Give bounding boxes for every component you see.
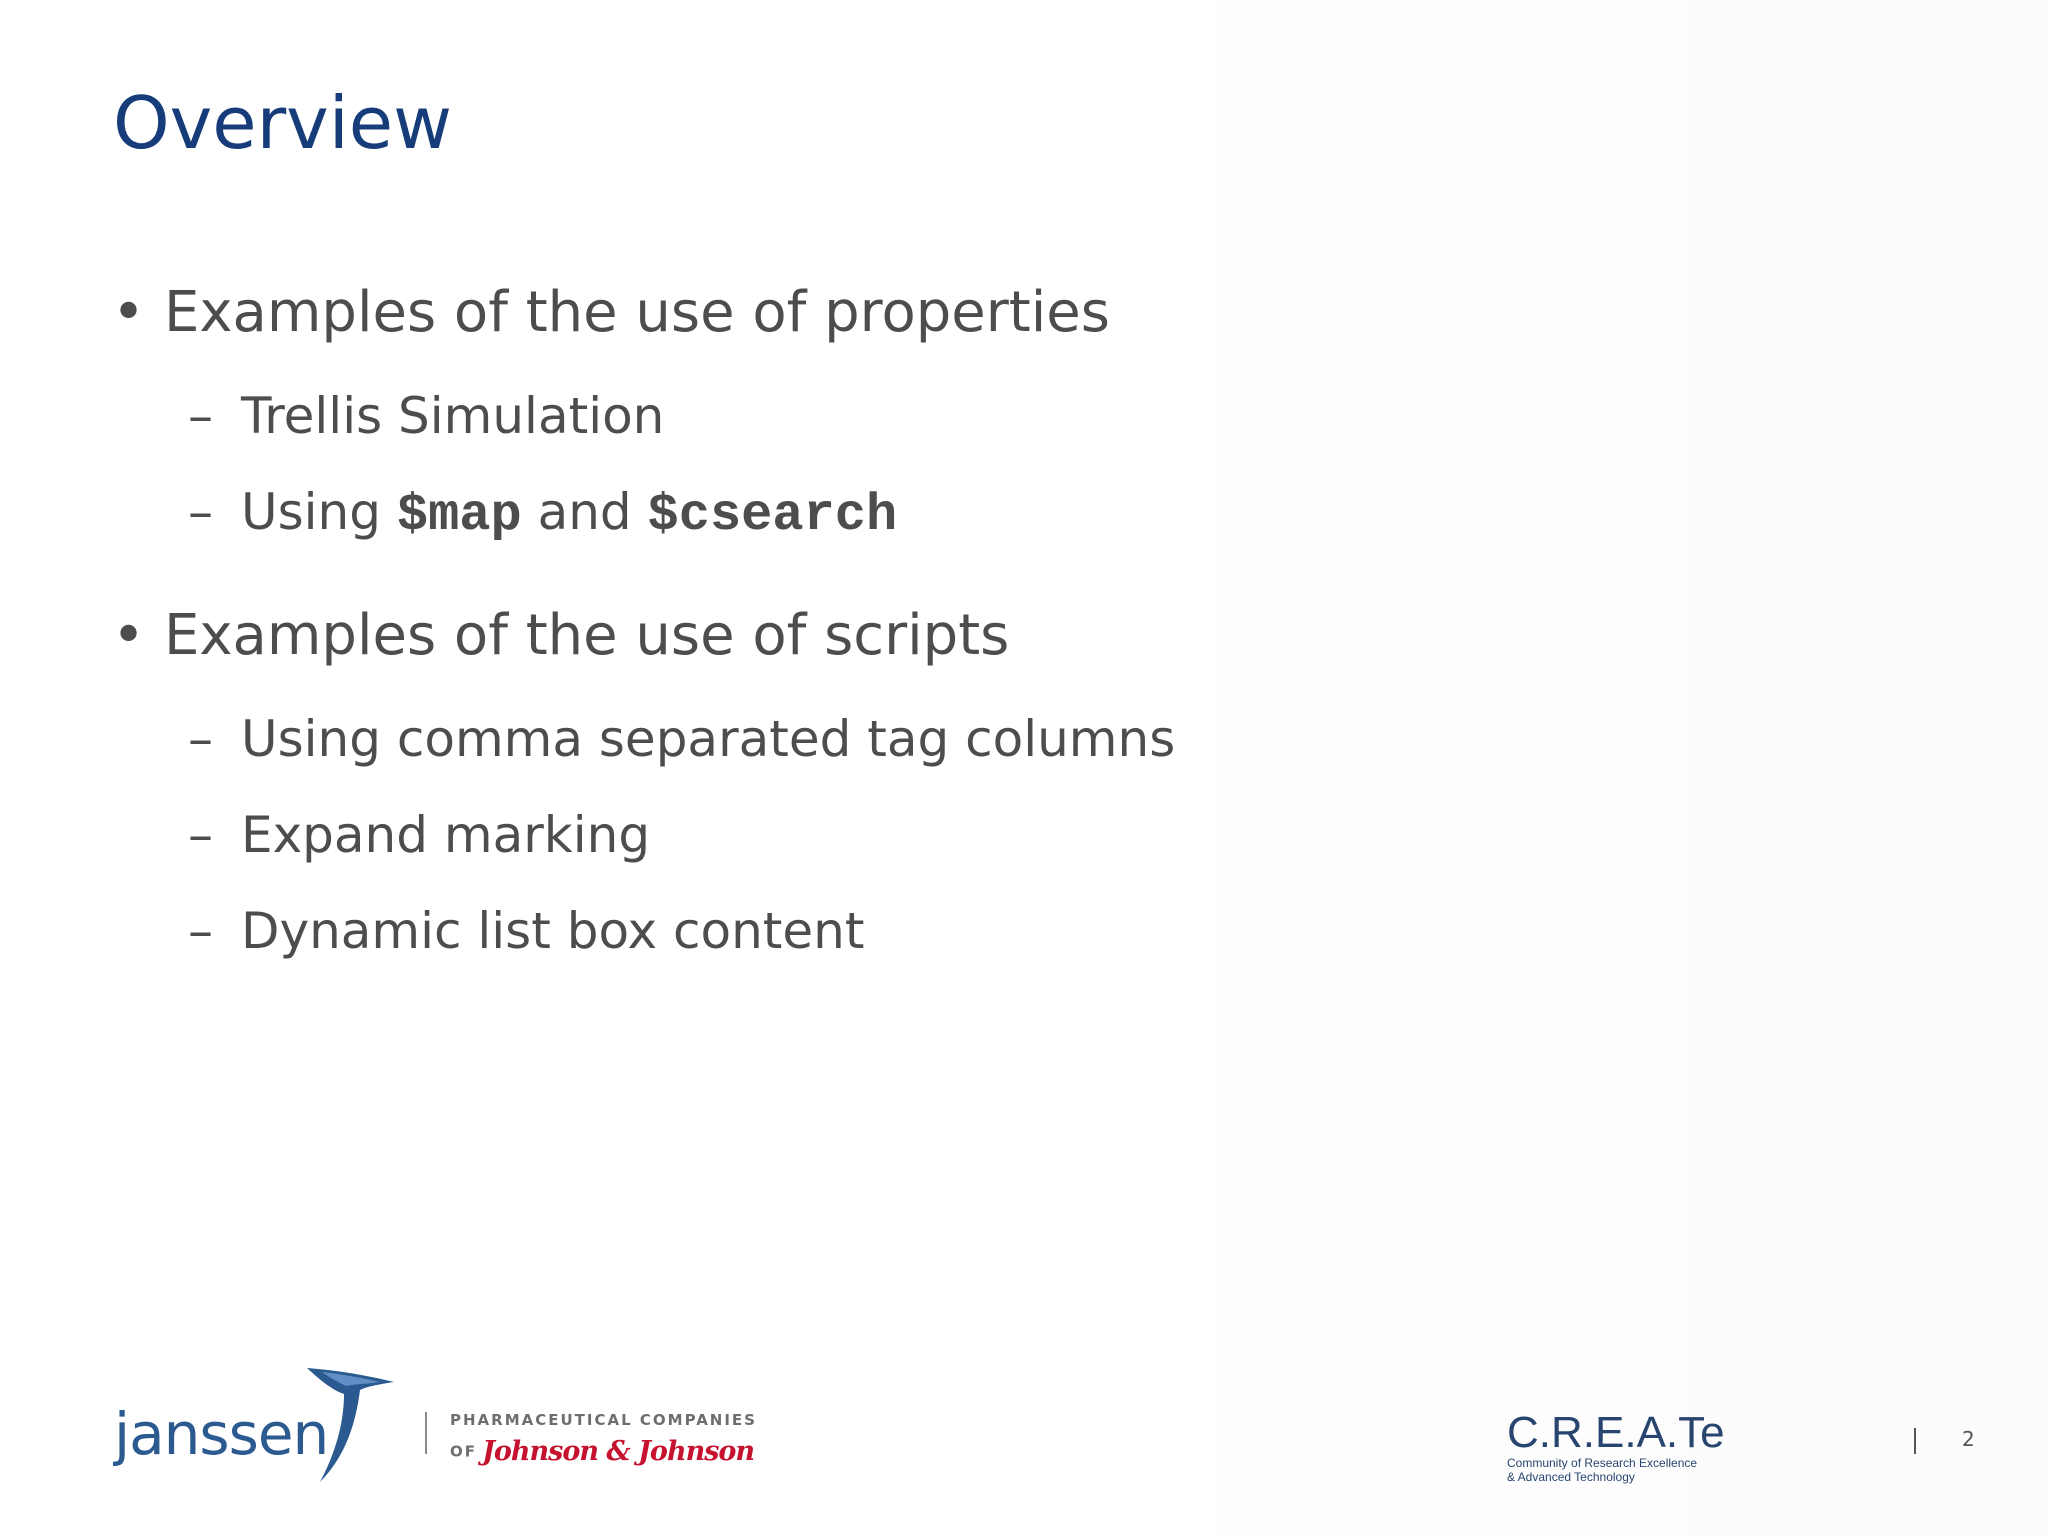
of-text: OF bbox=[450, 1442, 477, 1461]
bullet-text: Examples of the use of properties bbox=[164, 280, 1110, 345]
sub-bullet-text: Trellis Simulation bbox=[241, 387, 665, 445]
create-logo-title: C.R.E.A.Te bbox=[1507, 1408, 1725, 1457]
create-logo-subtitle-1: Community of Research Excellence bbox=[1507, 1456, 1698, 1470]
johnson-and-johnson-logo: Johnson & Johnson bbox=[482, 1436, 755, 1467]
bullet-text: Examples of the use of scripts bbox=[164, 603, 1010, 668]
jj-line bbox=[450, 1436, 754, 1467]
pharma-companies-text: PHARMACEUTICAL COMPANIES bbox=[450, 1411, 757, 1429]
sub-bullet-dash: – bbox=[188, 902, 213, 960]
create-logo bbox=[1507, 1410, 1725, 1484]
sub-bullet-text: Expand marking bbox=[241, 806, 651, 864]
create-logo-subtitle-2: & Advanced Technology bbox=[1507, 1470, 1635, 1484]
bullet-marker: • bbox=[112, 280, 146, 345]
sub-bullet-prefix: Using bbox=[241, 483, 397, 541]
janssen-swoosh-icon bbox=[302, 1360, 402, 1490]
page-number: 2 bbox=[1962, 1427, 1975, 1451]
bullet-marker: • bbox=[112, 603, 146, 668]
sub-bullet-text: Using comma separated tag columns bbox=[241, 710, 1176, 768]
sub-bullet-dash: – bbox=[188, 483, 213, 541]
code-csearch: $csearch bbox=[647, 486, 898, 545]
code-map: $map bbox=[396, 486, 522, 545]
sub-bullet-dash: – bbox=[188, 710, 213, 768]
footer-divider bbox=[425, 1412, 427, 1454]
page-number-separator bbox=[1914, 1428, 1916, 1454]
janssen-logo bbox=[112, 1360, 412, 1500]
sub-bullet-middle: and bbox=[521, 483, 648, 541]
sub-bullet-text bbox=[241, 480, 897, 548]
sub-bullet-dash: – bbox=[188, 806, 213, 864]
sub-bullet-dash: – bbox=[188, 387, 213, 445]
slide-title: Overview bbox=[113, 81, 452, 165]
sub-bullet-text: Dynamic list box content bbox=[241, 902, 865, 960]
janssen-logo-text: janssen bbox=[114, 1400, 329, 1468]
